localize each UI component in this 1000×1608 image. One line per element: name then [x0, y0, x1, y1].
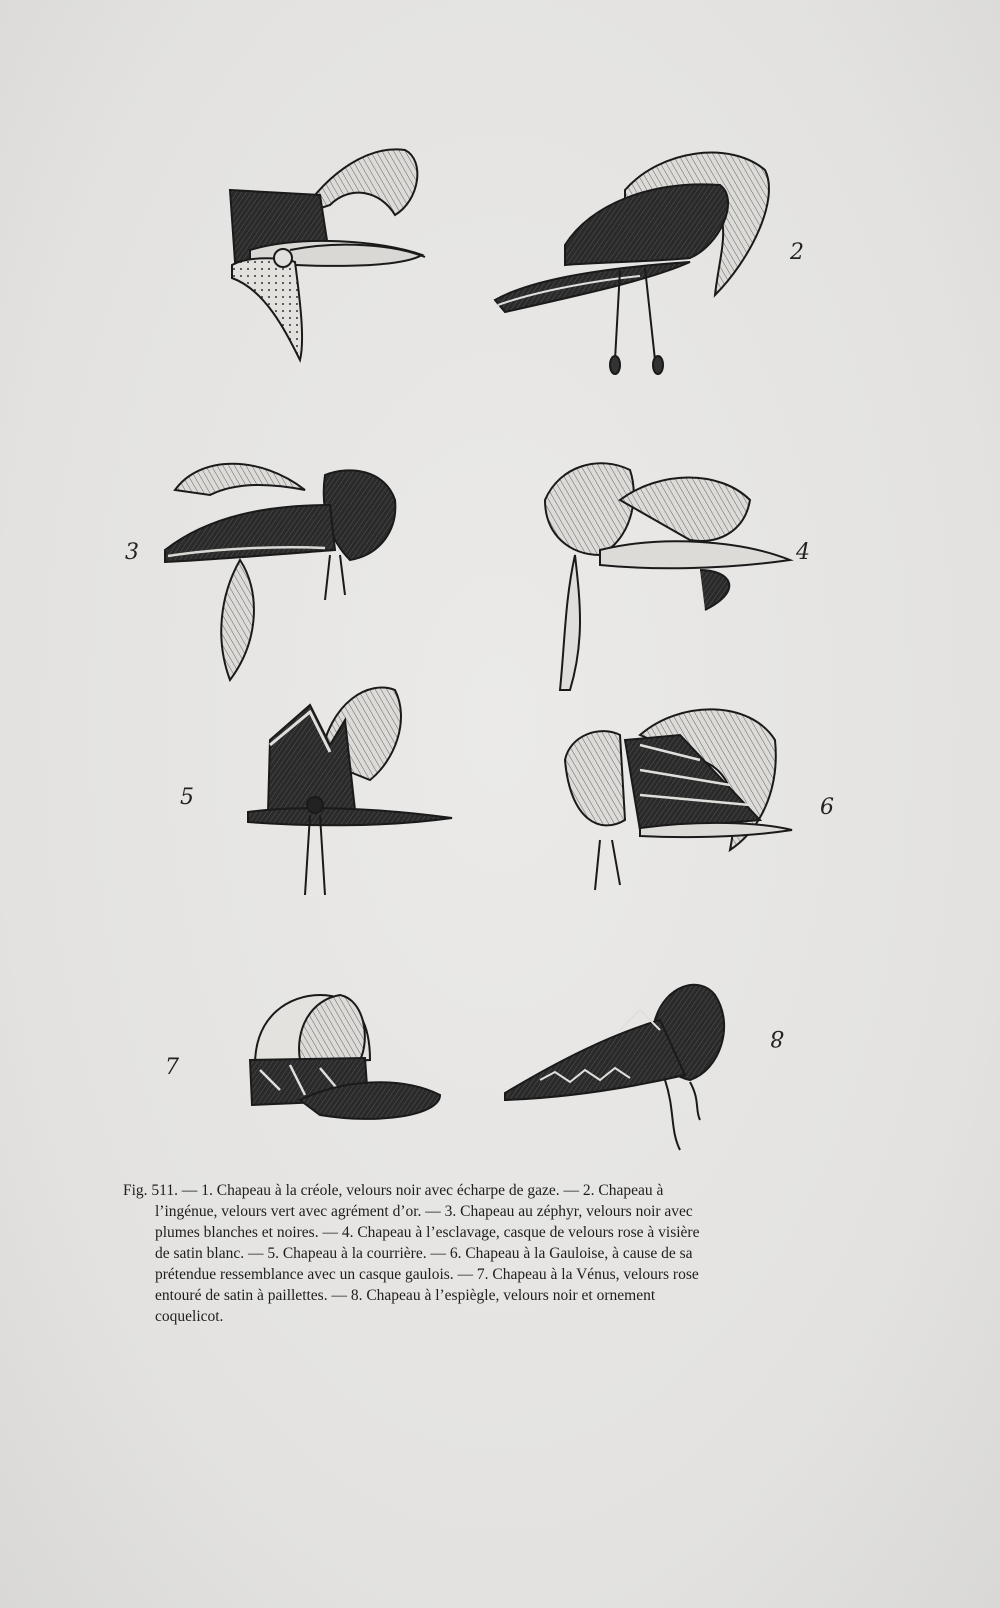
figure-label-2: 2 — [790, 240, 804, 265]
hat-2-illustration — [495, 153, 769, 374]
caption-line: de satin blanc. — 5. Chapeau à la courrière. — 6. Chapeau à la Gauloise, à cause de sa — [155, 1245, 693, 1262]
figure-label-4: 4 — [796, 540, 810, 565]
caption-line: l’ingénue, velours vert avec agrément d’or. — 3. Chapeau au zéphyr, velours noir avec — [155, 1203, 693, 1220]
caption-line: coquelicot. — [155, 1308, 224, 1325]
hat-7-illustration — [250, 995, 440, 1119]
figure-label-5: 5 — [180, 785, 194, 810]
hat-4-illustration — [545, 463, 790, 690]
caption-line: prétendue ressemblance avec un casque gaulois. — 7. Chapeau à la Vénus, velours rose — [155, 1266, 699, 1283]
figure-label-7: 7 — [165, 1055, 179, 1080]
figure-label-8: 8 — [770, 1025, 784, 1050]
hat-3-illustration — [165, 464, 395, 680]
hat-5-illustration — [248, 688, 452, 895]
figure-caption — [123, 1180, 835, 1327]
figure-label-3: 3 — [125, 540, 139, 565]
caption-line: entouré de satin à paillettes. — 8. Chapeau à l’espiègle, velours noir et ornement — [155, 1287, 656, 1304]
caption-line: plumes blanches et noires. — 4. Chapeau à l’esclavage, casque de velours rose à visière — [155, 1224, 700, 1241]
caption-line: Fig. 511. — 1. Chapeau à la créole, velours noir avec écharpe de gaze. — 2. Chapeau à — [123, 1182, 664, 1199]
figure-label-6: 6 — [820, 795, 834, 820]
hat-8-illustration — [505, 985, 724, 1150]
hat-6-illustration — [565, 709, 792, 890]
hat-1-illustration — [230, 149, 425, 360]
